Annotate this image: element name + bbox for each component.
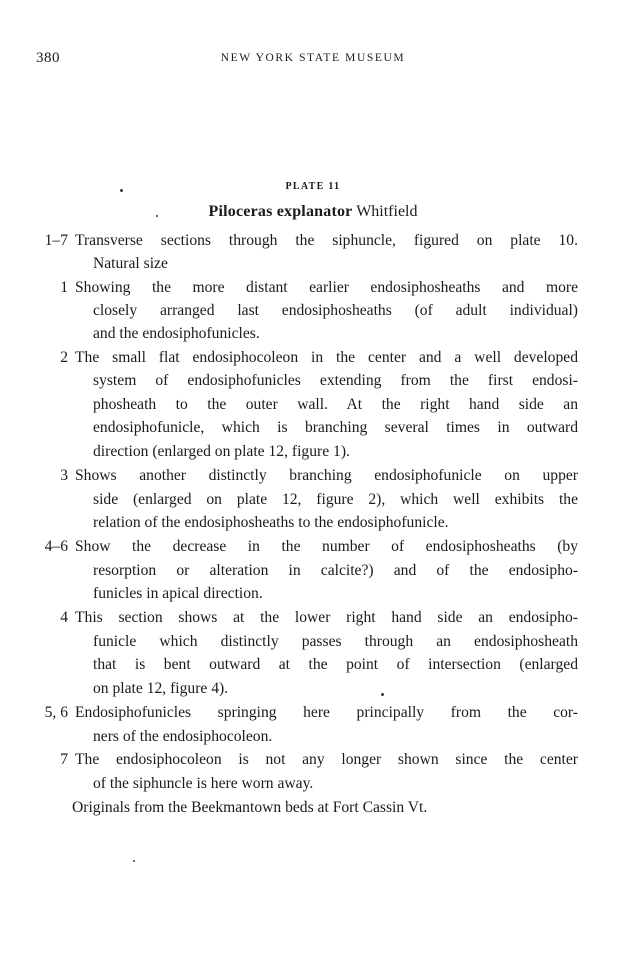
page-number: 380 xyxy=(36,50,60,66)
entry-line: The endosiphocoleon is not any longer shown since the center xyxy=(75,751,578,768)
plate-label: PLATE 11 xyxy=(285,181,341,192)
entry-number: 2 xyxy=(60,349,68,366)
species-author: Whitfield xyxy=(356,203,418,220)
print-speck xyxy=(120,189,123,192)
print-speck xyxy=(381,693,384,696)
entry-line: Shows another distinctly branching endosiphofunicle on upper xyxy=(75,467,578,484)
entry-line: funicles in apical direction. xyxy=(93,585,263,602)
entry-number: 7 xyxy=(60,751,68,768)
entry-line: and the endosiphofunicles. xyxy=(93,325,260,342)
entry-number: 1–7 xyxy=(44,232,68,249)
entry-number: 3 xyxy=(60,467,68,484)
entry-line: that is bent outward at the point of intersection (enlarged xyxy=(93,656,578,673)
entry-line: funicle which distinctly passes through an endosiphosheath xyxy=(93,633,578,650)
entry-line: phosheath to the outer wall. At the right hand side an xyxy=(93,396,578,413)
species-name: Piloceras explanator xyxy=(208,203,353,220)
entry-line: Show the decrease in the number of endosiphosheaths (by xyxy=(75,538,578,555)
entry-line: resorption or alteration in calcite?) and of the endosipho- xyxy=(93,562,578,579)
entry-line: closely arranged last endosiphosheaths (of adult individual) xyxy=(93,302,578,319)
entry-line: of the siphuncle is here worn away. xyxy=(93,775,314,792)
entry-number: 4–6 xyxy=(44,538,68,555)
entry-line: side (enlarged on plate 12, figure 2), which well exhibits the xyxy=(93,491,578,508)
entry-line: Endosiphofunicles springing here principally from the cor- xyxy=(75,704,578,721)
entry-line: ners of the endosiphocoleon. xyxy=(93,728,273,745)
entry-number: 5, 6 xyxy=(44,704,68,721)
print-speck xyxy=(156,215,158,217)
plate-title xyxy=(0,203,626,221)
entry-line: This section shows at the lower right hand side an endosipho- xyxy=(75,609,578,626)
entry-line: on plate 12, figure 4). xyxy=(93,680,229,697)
entry-line: relation of the endosiphosheaths to the endosiphofunicle. xyxy=(93,514,449,531)
entry-line: Natural size xyxy=(93,255,168,272)
entry-line: Transverse sections through the siphuncle, figured on plate 10. xyxy=(75,232,578,249)
entry-line: The small flat endosiphocoleon in the center and a well developed xyxy=(75,349,578,366)
originals-note-text: Originals from the Beekmantown beds at Fort Cassin Vt. xyxy=(72,799,428,816)
running-head: NEW YORK STATE MUSEUM xyxy=(220,52,406,64)
entry-number: 4 xyxy=(60,609,68,626)
print-speck xyxy=(133,860,135,862)
entry-number: 1 xyxy=(60,279,68,296)
entry-line: Showing the more distant earlier endosiphosheaths and more xyxy=(75,279,578,296)
entry-line: system of endosiphofunicles extending from the first endosi- xyxy=(93,372,578,389)
entry-line: direction (enlarged on plate 12, figure 1). xyxy=(93,443,350,460)
entry-line: endosiphofunicle, which is branching several times in outward xyxy=(93,419,578,436)
